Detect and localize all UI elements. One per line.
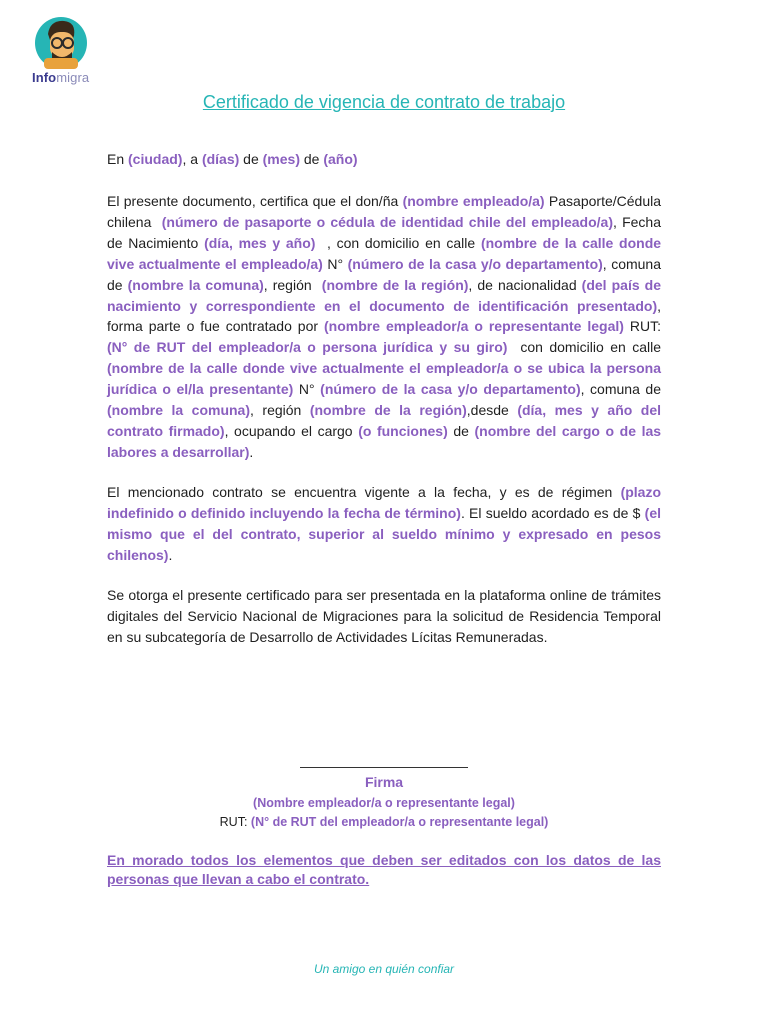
date-line: En (ciudad), a (días) de (mes) de (año): [107, 151, 358, 167]
signature-rut: RUT: (N° de RUT del empleador/a o representante legal): [219, 815, 549, 829]
paragraph-purpose: Se otorga el presente certificado para ser presentada en la plataforma online de trámites digitales del Servicio Nacional de Migraciones para la solicitud de Residencia Temporal en su subcategoría de Desarrollo de Actividades Lícitas Remuneradas.: [107, 587, 661, 645]
logo-wordmark: Infomigra: [32, 70, 90, 85]
page-title: Certificado de vigencia de contrato de trabajo: [202, 92, 566, 112]
signature-title: Firma: [364, 774, 404, 790]
paragraph-contract-status: El mencionado contrato se encuentra vigente a la fecha, y es de régimen (plazo indefinido o definido incluyendo la fecha de término). El sueldo acordado es de $ (el mismo que el del contrato, superior al sueldo mínimo y expresado en pesos chilenos).: [107, 484, 662, 563]
paragraph-contract-details: El presente documento, certifica que el don/ña (nombre empleado/a) Pasaporte/Cédula chilena (número de pasaporte o cédula de identidad chile del empleado/a), Fecha de Nacimiento (día, mes y año) , con domicilio en calle (nombre de la calle donde vive actualmente el empleado/a) N° (número de la casa y/o departamento), comuna de (nombre la comuna), región (nombre de la región), de nacionalidad (del país de nacimiento y correspondiente en el documento de identificación presentado), forma parte o fue contratado por (nombre empleador/a o representante legal) RUT: (N° de RUT del empleador/a o persona jurídica y su giro) con domicilio en calle (nombre de la calle donde vive actualmente el empleador/a o se ubica la persona jurídica o el/la presentante) N° (número de la casa y/o departamento), comuna de (nombre la comuna), región (nombre de la región),desde (día, mes y año del contrato firmado), ocupando el cargo (o funciones) de (nombre del cargo o de las labores a desarrollar).: [107, 193, 662, 460]
signature-name: (Nombre empleador/a o representante legal): [253, 796, 515, 810]
edit-note: En morado todos los elementos que deben ser editados con los datos de las personas que llevan a cabo el contrato.: [107, 852, 661, 887]
signature-line: [300, 767, 468, 768]
footer-tagline: Un amigo en quién confiar: [313, 962, 455, 976]
